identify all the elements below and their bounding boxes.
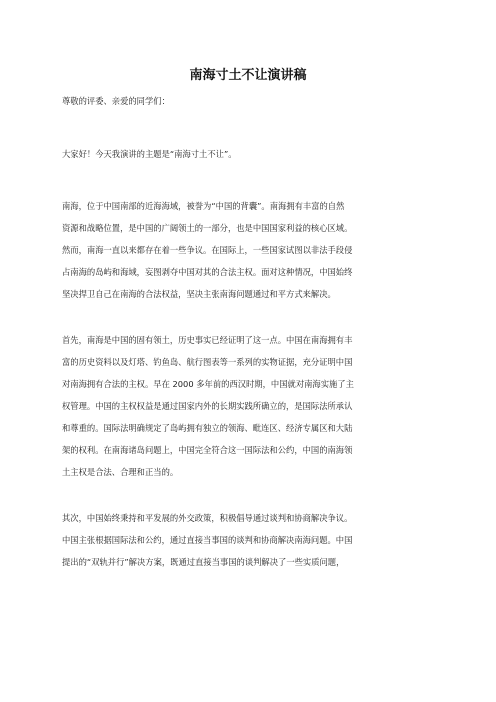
paragraph-2-line: 对南海拥有合法的主权。早在 2000 多年前的西汉时期，中国就对南海实施了主 bbox=[62, 379, 354, 389]
paragraph-3-line: 其次，中国始终秉持和平发展的外交政策，积极倡导通过谈判和协商解决争议。 bbox=[62, 513, 353, 523]
salutation: 尊敬的评委、亲爱的同学们： bbox=[62, 96, 170, 106]
paragraph-2-line: 土主权是合法、合理和正当的。 bbox=[62, 467, 179, 477]
paragraph-2-line: 富的历史资料以及灯塔、钓鱼岛、航行图表等一系列的实物证据，充分证明中国 bbox=[62, 357, 353, 367]
document-title: 南海寸土不让演讲稿 bbox=[189, 68, 307, 83]
intro-line: 大家好！今天我演讲的主题是“南海寸土不让”。 bbox=[62, 149, 237, 159]
paragraph-2-line: 和尊重的。国际法明确规定了岛屿拥有独立的领海、毗连区、经济专属区和大陆 bbox=[62, 423, 353, 433]
paragraph-1-line: 南海，位于中国南部的近海海域，被誉为“中国的背囊”。南海拥有丰富的自然 bbox=[62, 201, 345, 211]
paragraph-1-line: 坚决捍卫自己在南海的合法权益，坚决主张南海问题通过和平方式来解决。 bbox=[62, 289, 336, 299]
paragraph-2-line: 首先，南海是中国的固有领土，历史事实已经证明了这一点。中国在南海拥有丰 bbox=[62, 335, 353, 345]
paragraph-1-line: 然而，南海一直以来都存在着一些争议。在国际上，一些国家试图以非法手段侵 bbox=[62, 245, 353, 255]
paragraph-3-line: 中国主张根据国际法和公约，通过直接当事国的谈判和协商解决南海问题。中国 bbox=[62, 535, 353, 545]
paragraph-3-line: 提出的“双轨并行”解决方案，既通过直接当事国的谈判解决了一些实质问题， bbox=[62, 557, 345, 567]
paragraph-2-line: 权管理。中国的主权权益是通过国家内外的长期实践所确立的，是国际法所承认 bbox=[62, 401, 353, 411]
paragraph-1-line: 占南海的岛屿和海域，妄图剥夺中国对其的合法主权。面对这种情况，中国始终 bbox=[62, 267, 353, 277]
paragraph-1-line: 资源和战略位置，是中国的广阔领土的一部分，也是中国国家利益的核心区域。 bbox=[62, 223, 353, 233]
paragraph-2-line: 架的权利。在南海诸岛问题上，中国完全符合这一国际法和公约，中国的南海领 bbox=[62, 445, 353, 455]
